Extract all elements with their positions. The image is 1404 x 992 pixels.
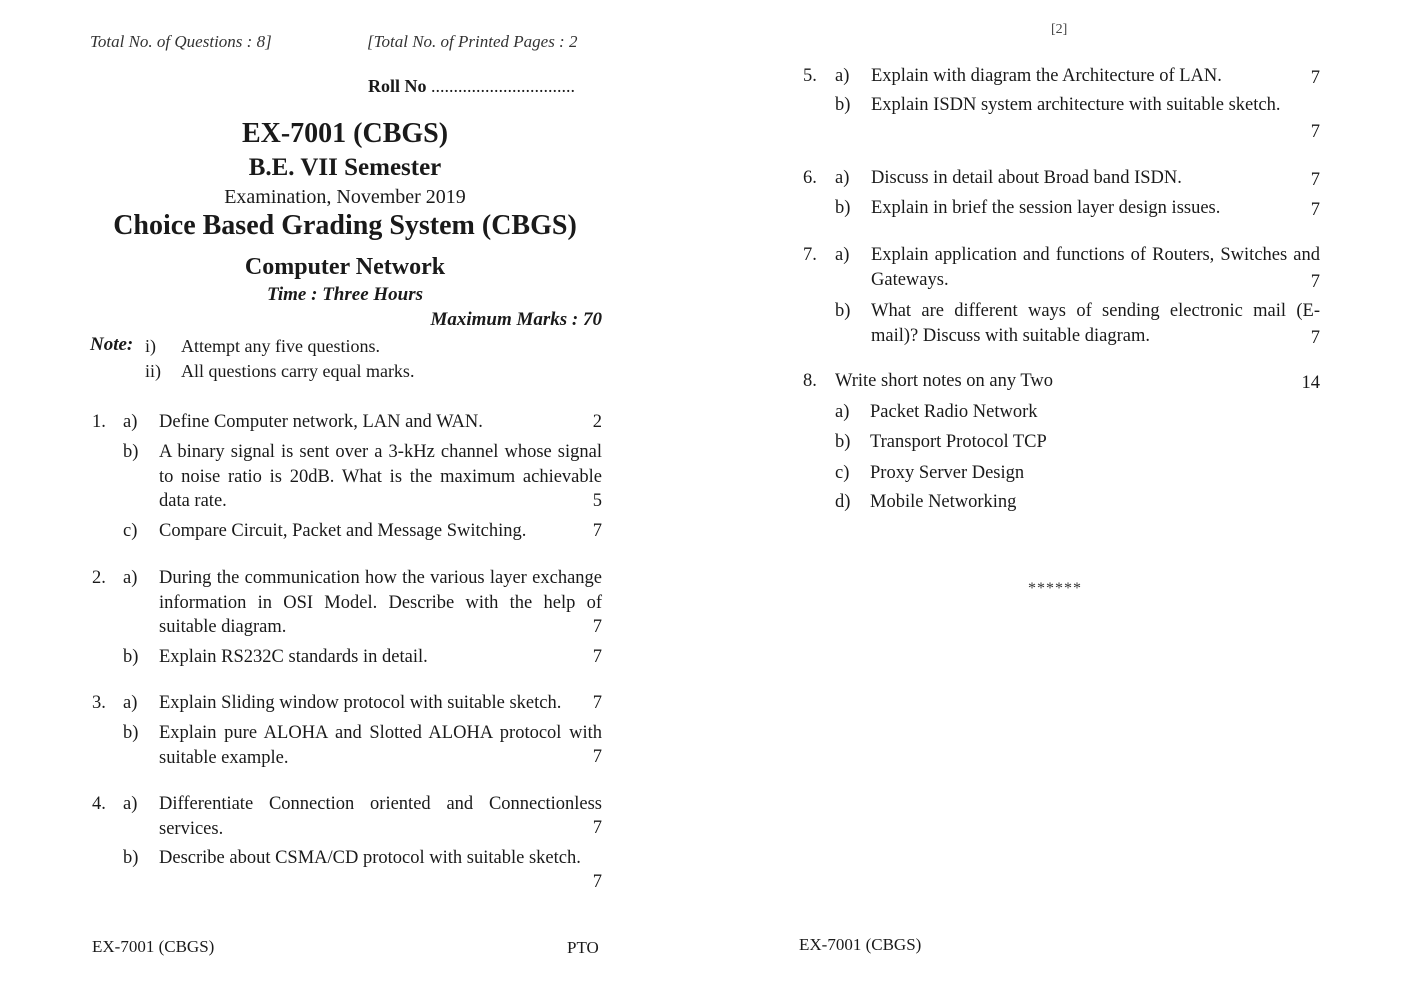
paper-code-title: EX-7001 (CBGS): [241, 118, 449, 149]
question-part-text: What are different ways of sending electronic mail (E-mail)? Discuss with suitable diagram.: [871, 301, 1320, 346]
exam-duration: Time : Three Hours: [266, 284, 424, 305]
question-part-text: Proxy Server Design: [870, 463, 1025, 483]
note-item-number: i): [145, 336, 156, 356]
total-pages-header: [Total No. of Printed Pages : 2: [367, 32, 578, 51]
question-part-label: b): [123, 647, 139, 667]
footer-paper-code: EX-7001 (CBGS): [799, 935, 922, 954]
question-part-text: Explain pure ALOHA and Slotted ALOHA protocol with suitable example.: [159, 723, 602, 768]
question-part-label: c): [835, 463, 850, 483]
question-part-label: b): [123, 442, 139, 462]
question-marks: 2: [592, 412, 602, 432]
exam-page-2: [702, 0, 1404, 992]
question-part-text: Explain with diagram the Architecture of LAN.: [871, 66, 1222, 86]
question-part-text: Explain RS232C standards in detail.: [159, 647, 428, 667]
question-part-text: Mobile Networking: [870, 492, 1017, 512]
question-part-text: Transport Protocol TCP: [870, 432, 1047, 452]
question-part-text: Explain in brief the session layer design issues.: [871, 198, 1221, 218]
question-part-label: a): [123, 568, 138, 588]
question-marks: 7: [592, 647, 602, 667]
question-number: 1.: [92, 412, 106, 432]
question-part-text: Compare Circuit, Packet and Message Switching.: [159, 521, 527, 541]
question-part-label: b): [835, 95, 851, 115]
question-marks: 5: [592, 491, 602, 511]
question-number: 8.: [803, 371, 817, 391]
question-marks: 7: [1310, 272, 1320, 292]
roll-number-label: Roll No: [368, 76, 427, 96]
question-part-text: Differentiate Connection oriented and Connectionless services.: [159, 794, 602, 839]
question-marks: 7: [1310, 200, 1320, 220]
question-part-text: During the communication how the various layer exchange information in OSI Model. Describe with the help of suitable diagram.: [159, 568, 602, 637]
question-marks: 7: [592, 521, 602, 541]
question-part-label: a): [123, 412, 138, 432]
question-marks: 7: [1310, 68, 1320, 88]
question-part-label: b): [835, 432, 851, 452]
question-part-label: c): [123, 521, 138, 541]
end-of-paper-marker: ******: [1028, 580, 1082, 597]
question-part-label: a): [835, 245, 850, 265]
semester-title: B.E. VII Semester: [248, 154, 442, 181]
question-part-text: Explain application and functions of Routers, Switches and Gateways.: [871, 245, 1320, 290]
question-part-label: a): [123, 693, 138, 713]
grading-system-title: Choice Based Grading System (CBGS): [113, 210, 577, 241]
question-number: 4.: [92, 794, 106, 814]
question-number: 5.: [803, 66, 817, 86]
question-part-label: a): [123, 794, 138, 814]
question-part-label: d): [835, 492, 851, 512]
question-number: 7.: [803, 245, 817, 265]
question-part-text: Discuss in detail about Broad band ISDN.: [871, 168, 1182, 188]
question-number: 2.: [92, 568, 106, 588]
question-marks: 7: [592, 818, 602, 838]
question-number: 3.: [92, 693, 106, 713]
question-part-label: a): [835, 168, 850, 188]
total-questions-header: Total No. of Questions : 8]: [90, 32, 272, 51]
question-part-text: Define Computer network, LAN and WAN.: [159, 412, 483, 432]
question-marks: 14: [1301, 373, 1320, 393]
question-text: Write short notes on any Two: [835, 371, 1054, 391]
roll-number-blank: ................................: [431, 76, 575, 96]
question-part-label: b): [123, 723, 139, 743]
note-label: Note:: [90, 334, 134, 355]
question-marks: 7: [1310, 328, 1320, 348]
maximum-marks: Maximum Marks : 70: [430, 309, 602, 330]
question-part-label: b): [835, 198, 851, 218]
question-marks: 7: [592, 872, 602, 892]
note-item-number: ii): [145, 361, 161, 381]
question-part-label: b): [835, 301, 851, 321]
note-item-text: All questions carry equal marks.: [181, 361, 415, 381]
question-part-label: a): [835, 66, 850, 86]
question-part-text: Packet Radio Network: [870, 402, 1038, 422]
question-part-text: Explain Sliding window protocol with suitable sketch.: [159, 693, 562, 713]
page-number: [2]: [1051, 22, 1068, 37]
question-marks: 7: [592, 617, 602, 637]
question-marks: 7: [1310, 122, 1320, 142]
question-number: 6.: [803, 168, 817, 188]
question-marks: 7: [1310, 170, 1320, 190]
roll-number-field: [368, 76, 575, 97]
question-marks: 7: [592, 747, 602, 767]
question-part-text: Describe about CSMA/CD protocol with suitable sketch.: [159, 848, 581, 868]
subject-title: Computer Network: [244, 254, 446, 280]
question-part-text: A binary signal is sent over a 3-kHz channel whose signal to noise ratio is 20dB. What is the maximum achievable data rate.: [159, 442, 602, 511]
examination-date: Examination, November 2019: [224, 186, 466, 208]
footer-pto: PTO: [567, 938, 599, 957]
question-part-label: a): [835, 402, 850, 422]
question-marks: 7: [592, 693, 602, 713]
note-item-text: Attempt any five questions.: [181, 336, 380, 356]
footer-paper-code: EX-7001 (CBGS): [92, 937, 215, 956]
question-part-label: b): [123, 848, 139, 868]
question-part-text: Explain ISDN system architecture with suitable sketch.: [871, 95, 1281, 115]
